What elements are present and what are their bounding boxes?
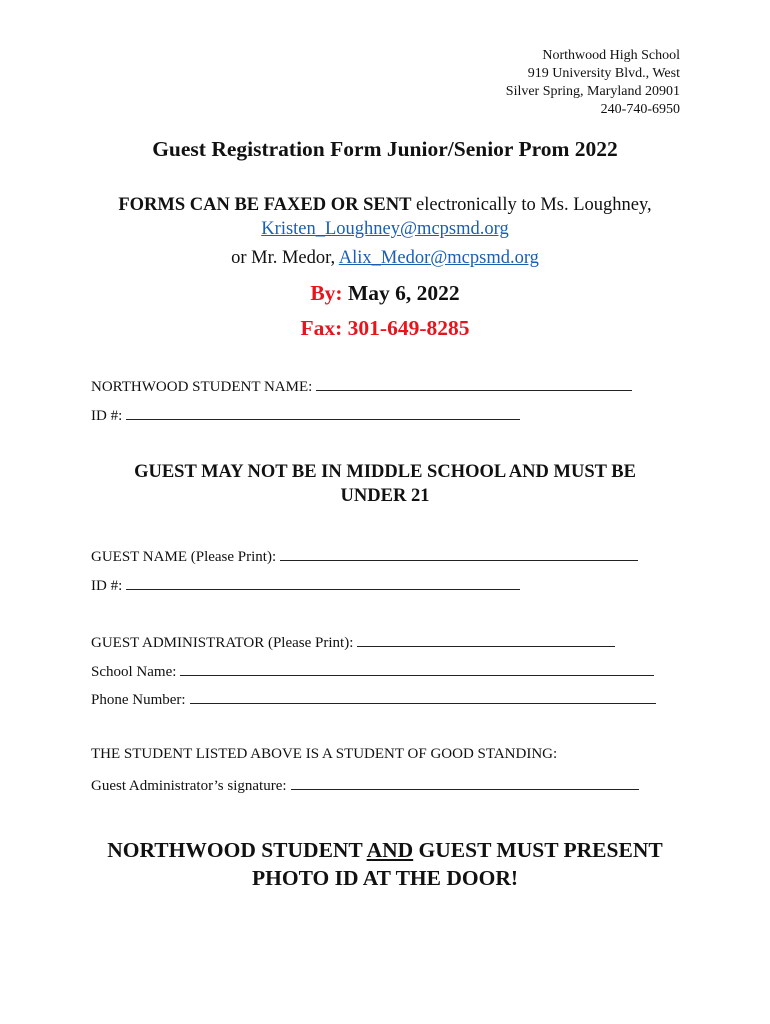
email-link-loughney[interactable]: Kristen_Loughney@mcpsmd.org — [261, 219, 509, 239]
guest-id-row — [91, 575, 520, 595]
notice-part-3: GUEST MUST PRESENT — [413, 838, 663, 862]
school-name-field[interactable] — [180, 661, 654, 676]
student-name-row — [91, 376, 632, 396]
deadline-label: By: — [310, 281, 343, 305]
school-name-label: School Name: — [91, 664, 177, 680]
notice-emphasis: AND — [366, 838, 414, 862]
notice-part-1: NORTHWOOD STUDENT — [107, 838, 367, 862]
submission-instructions — [0, 193, 770, 241]
good-standing-statement: THE STUDENT LISTED ABOVE IS A STUDENT OF GOOD STANDING: — [91, 746, 558, 762]
guest-name-label: GUEST NAME (Please Print): — [91, 549, 277, 565]
guest-administrator-row — [91, 632, 615, 652]
notice-line-2: PHOTO ID AT THE DOOR! — [251, 866, 519, 890]
alternate-contact — [0, 248, 770, 269]
deadline — [0, 281, 770, 306]
guest-id-field[interactable] — [126, 575, 520, 590]
signature-row — [91, 775, 639, 795]
phone-number-row — [91, 689, 656, 709]
signature-label: Guest Administrator’s signature: — [91, 778, 287, 794]
school-city: Silver Spring, Maryland 20901 — [505, 84, 680, 99]
guest-eligibility-warning — [0, 460, 770, 508]
signature-field[interactable] — [291, 775, 639, 790]
student-id-field[interactable] — [126, 405, 520, 420]
school-phone: 240-740-6950 — [600, 102, 680, 117]
fax-number: Fax: 301-649-8285 — [300, 316, 470, 340]
school-address-block — [506, 47, 680, 119]
alternate-contact-text: or Mr. Medor, — [231, 248, 339, 268]
warning-line-2: UNDER 21 — [340, 486, 430, 506]
submission-lead: FORMS CAN BE FAXED OR SENT — [118, 195, 412, 215]
form-title: Guest Registration Form Junior/Senior Prom 2022 — [152, 137, 618, 161]
guest-administrator-label: GUEST ADMINISTRATOR (Please Print): — [91, 635, 354, 651]
school-street: 919 University Blvd., West — [527, 66, 680, 81]
student-id-row — [91, 405, 520, 425]
school-name-row — [91, 661, 654, 681]
student-name-label: NORTHWOOD STUDENT NAME: — [91, 379, 313, 395]
student-id-label: ID #: — [91, 408, 123, 424]
phone-number-field[interactable] — [190, 689, 656, 704]
student-name-field[interactable] — [316, 376, 632, 391]
deadline-date: May 6, 2022 — [342, 281, 460, 305]
warning-line-1: GUEST MAY NOT BE IN MIDDLE SCHOOL AND MUST BE — [134, 462, 636, 482]
guest-administrator-field[interactable] — [357, 632, 615, 647]
submission-lead-text: electronically to Ms. Loughney, — [411, 195, 652, 215]
school-name: Northwood High School — [542, 48, 680, 63]
photo-id-notice — [0, 836, 770, 892]
guest-name-row — [91, 546, 638, 566]
guest-name-field[interactable] — [280, 546, 638, 561]
phone-number-label: Phone Number: — [91, 692, 186, 708]
guest-id-label: ID #: — [91, 578, 123, 594]
email-link-medor[interactable]: Alix_Medor@mcpsmd.org — [338, 248, 539, 268]
